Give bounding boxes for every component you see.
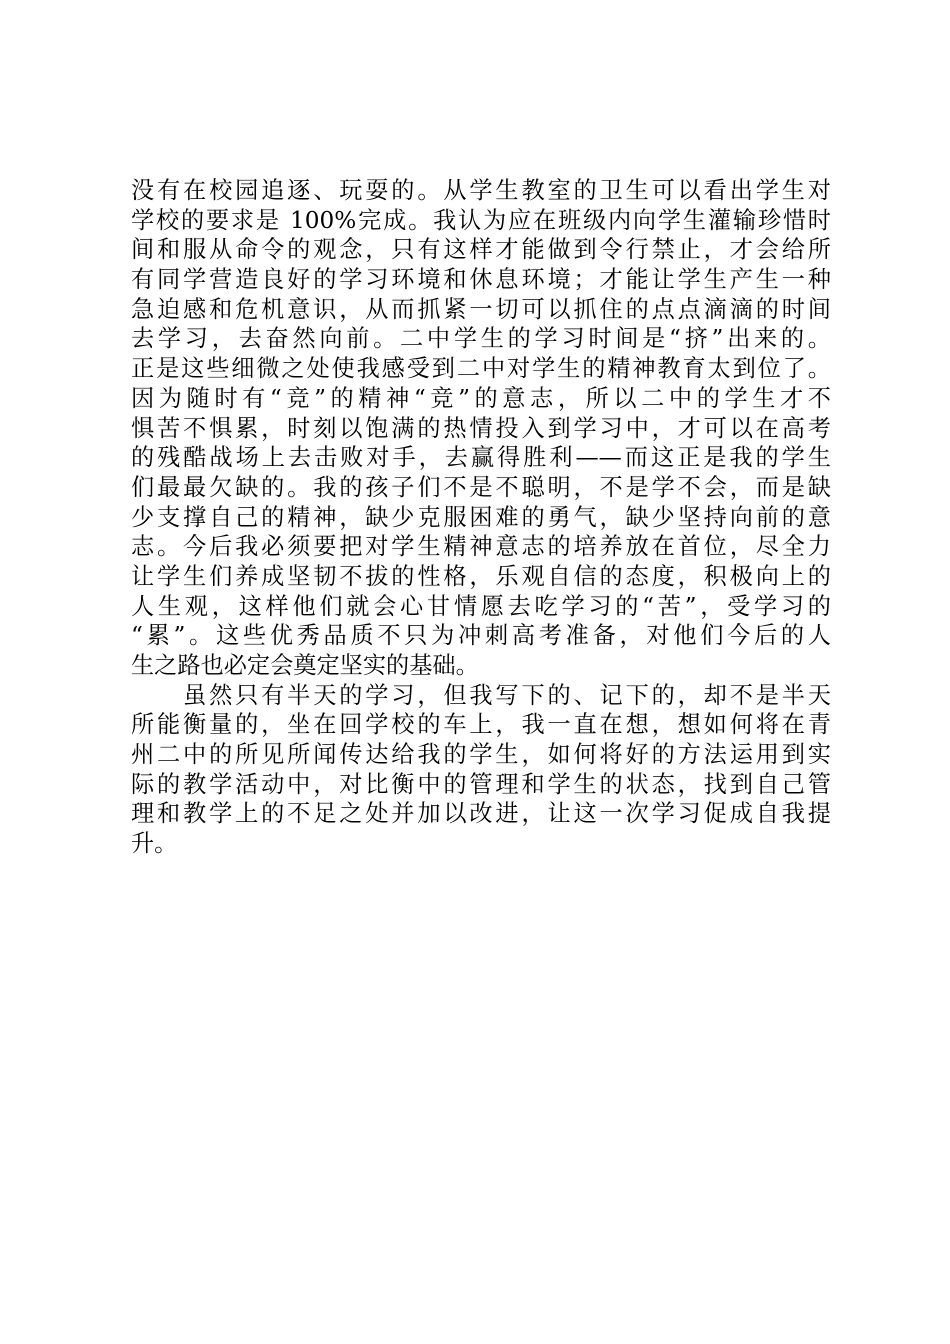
text-line: 虽然只有半天的学习，但我写下的、记下的，却不是半天	[131, 681, 831, 709]
text-line: 际的教学活动中，对比衡中的管理和学生的状态，找到自己管	[131, 770, 831, 798]
text-line: 们最最欠缺的。我的孩子们不是不聪明，不是学不会，而是缺	[131, 473, 831, 501]
text-line: 的残酷战场上去击败对手，去赢得胜利——而这正是我的学生	[131, 444, 831, 472]
text-line: 理和教学上的不足之处并加以改进，让这一次学习促成自我提	[131, 800, 831, 828]
text-line: 所能衡量的，坐在回学校的车上，我一直在想，想如何将在青	[131, 711, 831, 739]
text-line: 志。今后我必须要把对学生精神意志的培养放在首位，尽全力	[131, 533, 831, 561]
text-line: 没有在校园追逐、玩耍的。从学生教室的卫生可以看出学生对	[131, 177, 831, 204]
text-line: 州二中的所见所闻传达给我的学生，如何将好的方法运用到实	[131, 741, 831, 769]
text-line: 让学生们养成坚韧不拔的性格，乐观自信的态度，积极向上的	[131, 562, 831, 590]
text-line: 惧苦不惧累，时刻以饱满的热情投入到学习中，才可以在高考	[131, 414, 831, 442]
text-line: 人生观，这样他们就会心甘情愿去吃学习的“苦”，受学习的	[131, 592, 831, 620]
text-line: 间和服从命令的观念，只有这样才能做到令行禁止，才会给所	[131, 236, 831, 264]
text-line: “累”。这些优秀品质不只为冲刺高考准备，对他们今后的人	[131, 622, 831, 650]
text-line: 去学习，去奋然向前。二中学生的学习时间是“挤”出来的。	[131, 325, 831, 353]
text-line: 学校的要求是 100%完成。我认为应在班级内向学生灌输珍惜时	[131, 206, 831, 234]
body-text	[131, 176, 831, 859]
text-line: 升。	[131, 830, 178, 858]
text-line: 急迫感和危机意识，从而抓紧一切可以抓住的点点滴滴的时间	[131, 295, 831, 323]
text-line: 因为随时有“竞”的精神“竞”的意志，所以二中的学生才不	[131, 384, 831, 412]
text-line: 少支撑自己的精神，缺少克服困难的勇气，缺少坚持向前的意	[131, 503, 831, 531]
text-line: 有同学营造良好的学习环境和休息环境；才能让学生产生一种	[131, 266, 831, 294]
text-line: 正是这些细微之处使我感受到二中对学生的精神教育太到位了。	[131, 355, 831, 383]
text-line: 生之路也必定会奠定坚实的基础。	[131, 652, 479, 679]
